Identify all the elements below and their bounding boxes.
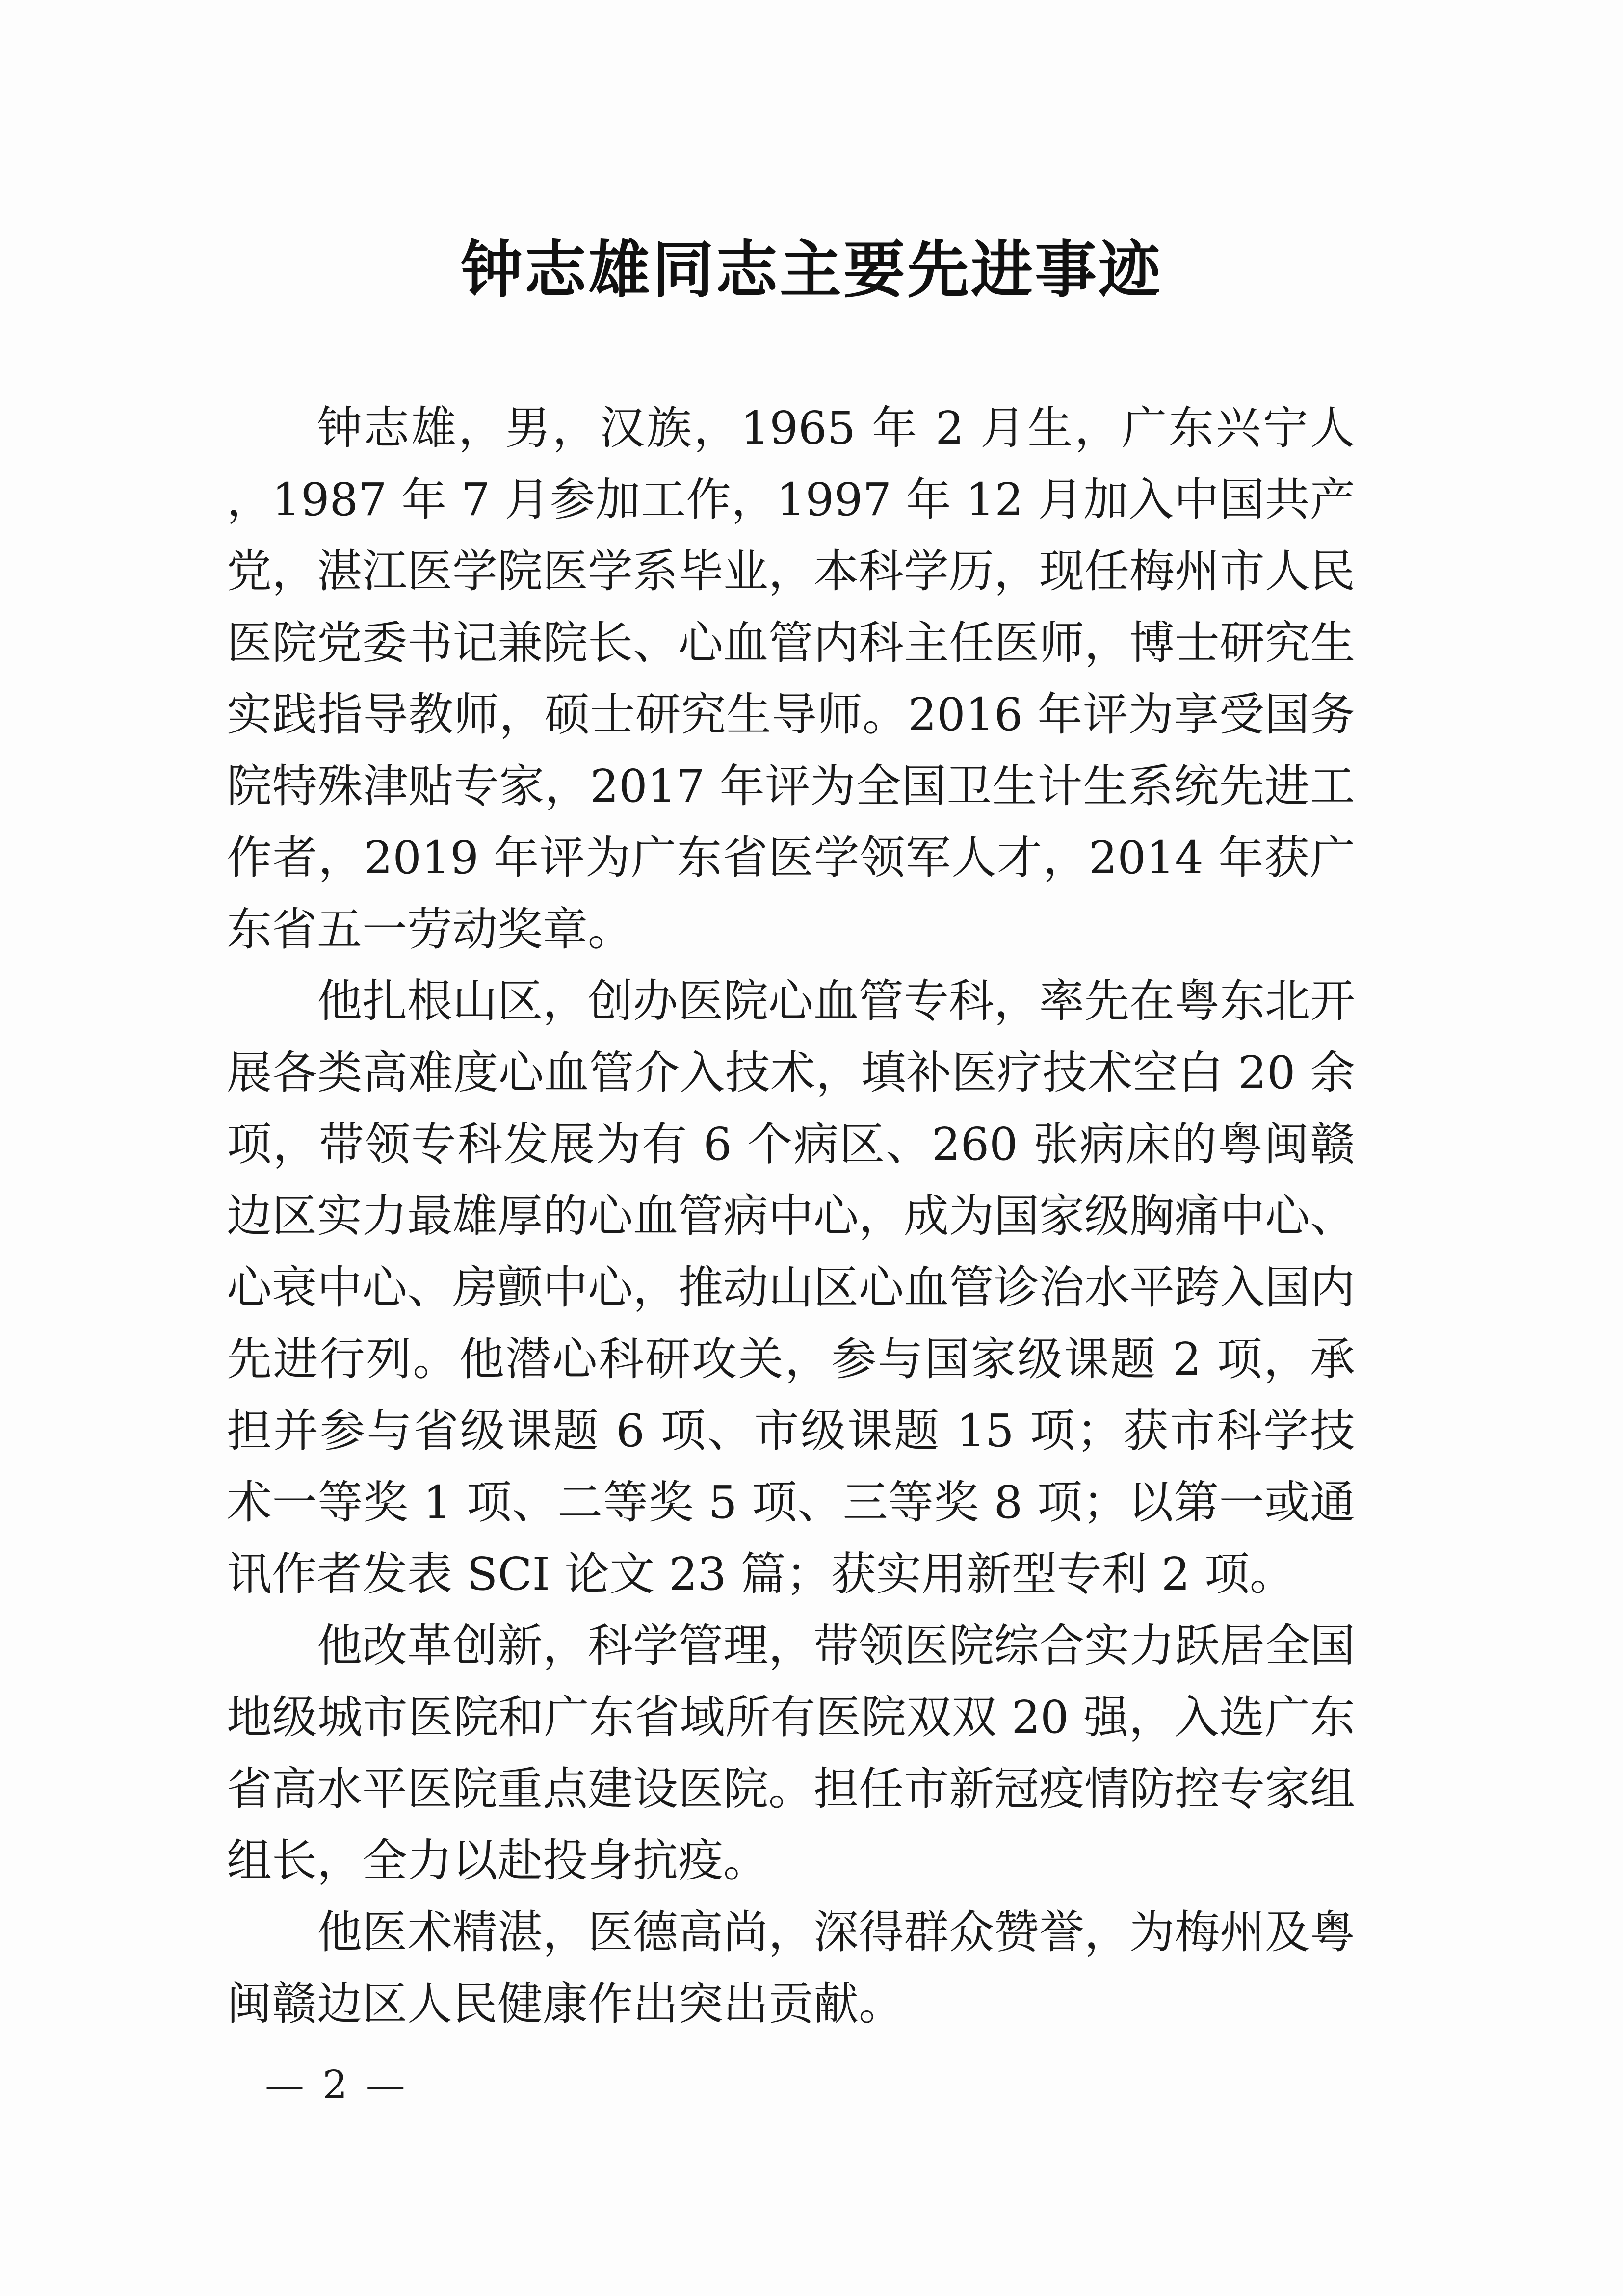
paragraph-summary: 他医术精湛，医德高尚，深得群众赞誉，为梅州及粤闽赣边区人民健康作出突出贡献。: [227, 1906, 1356, 2030]
paragraph-biography: 钟志雄，男，汉族，1965 年 2 月生，广东兴宁人，1987 年 7 月参加工作，1997 年 12 月加入中国共产党，湛江医学院医学系毕业，本科学历，现任梅州市人民医院党委书记兼院长、心血管内科主任医师，博士研究生实践指导教师，硕士研究生导师。2016 年评为享受国务院特殊津贴专家，2017 年评为全国卫生计生系统先进工作者，2019 年评为广东省医学领军人才，2014 年获广东省五一劳动奖章。: [227, 402, 1356, 956]
page-number: — 2 —: [265, 2062, 408, 2108]
document-title: 钟志雄同志主要先进事迹: [461, 234, 1162, 306]
paragraph-management: 他改革创新，科学管理，带领医院综合实力跃居全国地级城市医院和广东省域所有医院双双 20 强，入选广东省高水平医院重点建设医院。担任市新冠疫情防控专家组组长，全力以赴投身抗疫。: [227, 1619, 1356, 1887]
document-body: [227, 392, 1355, 2040]
paragraph-cardiology-work: 他扎根山区，创办医院心血管专科，率先在粤东北开展各类高难度心血管介入技术，填补医疗技术空白 20 余项，带领专科发展为有 6 个病区、260 张病床的粤闽赣边区实力最雄厚的心血管病中心，成为国家级胸痛中心、心衰中心、房颤中心，推动山区心血管诊治水平跨入国内先进行列。他潜心科研攻关，参与国家级课题 2 项，承担并参与省级课题 6 项、市级课题 15 项；获市科学技术一等奖 1 项、二等奖 5 项、三等奖 8 项；以第一或通讯作者发表 SCI 论文 23 篇；获实用新型专利 2 项。: [227, 975, 1356, 1600]
